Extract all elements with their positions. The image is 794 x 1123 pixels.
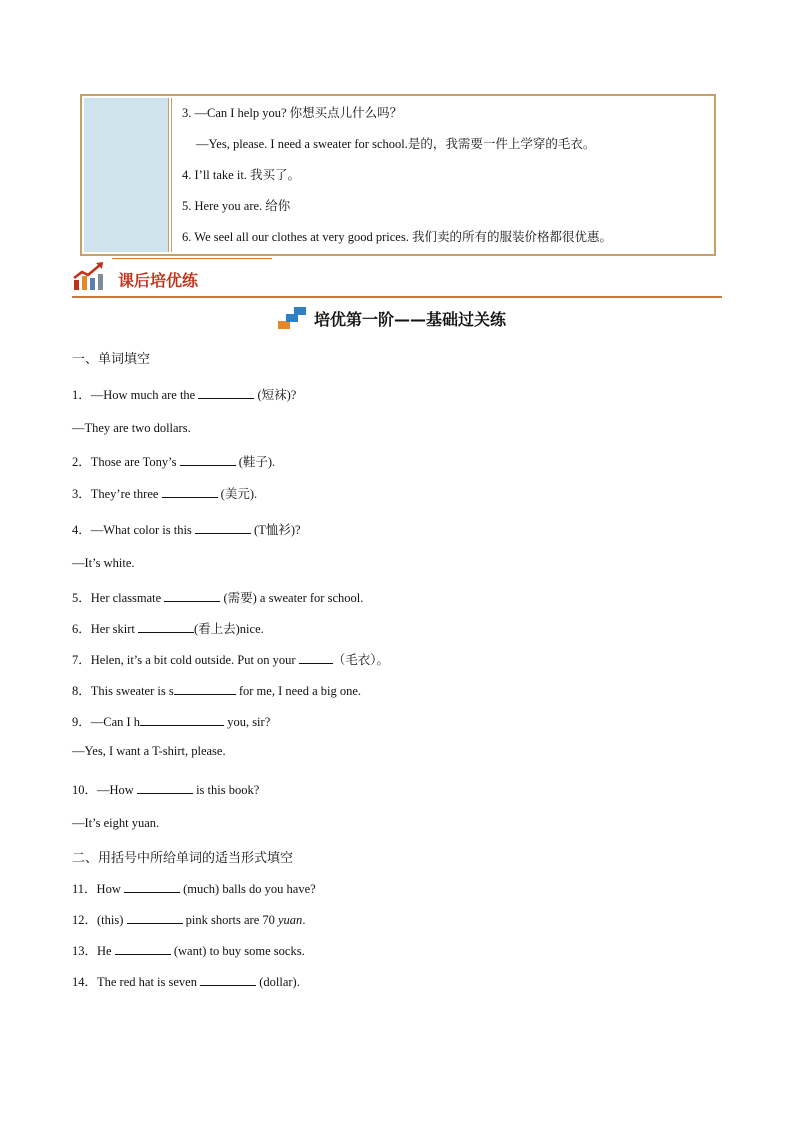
subtitle-text: 培优第一阶——基础过关练	[314, 309, 507, 329]
answer-blank[interactable]	[138, 620, 194, 633]
answer-10: —It’s eight yuan.	[72, 816, 160, 830]
answer-blank[interactable]	[115, 942, 171, 955]
answer-blank[interactable]	[174, 682, 236, 695]
answer-blank[interactable]	[299, 651, 333, 664]
subtitle	[276, 303, 506, 333]
question-2: 2．Those are Tony’s (鞋子).	[72, 455, 276, 469]
answer-4: —It’s white.	[72, 556, 135, 570]
question-8: 8．This sweater is s for me, I need a big one.	[72, 684, 362, 698]
answer-blank[interactable]	[195, 521, 251, 534]
question-9: 9．—Can I h you, sir?	[72, 715, 271, 729]
question-6: 6．Her skirt (看上去)nice.	[72, 622, 264, 636]
section-header	[72, 258, 722, 298]
header-top-rule	[112, 258, 272, 259]
table-row: 3. —Can I help you? 你想买点儿什么吗？	[182, 106, 403, 120]
question-7: 7．Helen, it’s a bit cold outside. Put on your （毛衣）。	[72, 653, 389, 667]
question-12: 12．(this) pink shorts are 70 yuan.	[72, 913, 306, 927]
table-row: 4. I’ll take it. 我买了。	[182, 168, 301, 182]
question-5: 5．Her classmate (需要) a sweater for school.	[72, 591, 364, 605]
question-3: 3．They’re three (美元).	[72, 487, 258, 501]
section-title: 课后培优练	[118, 271, 199, 290]
answer-blank[interactable]	[164, 589, 220, 602]
answer-blank[interactable]	[140, 713, 224, 726]
table-row: 5. Here you are. 给你	[182, 199, 291, 213]
vocab-table	[80, 94, 716, 256]
table-row: 6. We seel all our clothes at very good prices. 我们卖的所有的服装价格都很优惠。	[182, 230, 612, 244]
answer-1: —They are two dollars.	[72, 421, 191, 435]
question-11: 11．How (much) balls do you have?	[72, 882, 316, 896]
answer-blank[interactable]	[162, 485, 218, 498]
answer-9: —Yes, I want a T-shirt, please.	[72, 744, 226, 758]
table-right-cell	[171, 98, 712, 252]
answer-blank[interactable]	[127, 911, 183, 924]
growth-chart-icon	[72, 260, 106, 292]
table-left-cell	[84, 98, 169, 252]
stairs-icon	[276, 305, 310, 331]
answer-blank[interactable]	[137, 781, 193, 794]
question-14: 14．The red hat is seven (dollar).	[72, 975, 300, 989]
answer-blank[interactable]	[180, 453, 236, 466]
part1-heading: 一、单词填空	[72, 352, 151, 367]
table-row: —Yes, please. I need a sweater for school.是的，我需要一件上学穿的毛衣。	[196, 137, 596, 151]
question-4: 4．—What color is this (T恤衫)?	[72, 523, 301, 537]
question-1: 1．—How much are the (短袜)?	[72, 388, 297, 402]
answer-blank[interactable]	[198, 386, 254, 399]
answer-blank[interactable]	[124, 880, 180, 893]
answer-blank[interactable]	[200, 973, 256, 986]
part2-heading: 二、用括号中所给单词的适当形式填空	[72, 851, 294, 866]
question-13: 13．He (want) to buy some socks.	[72, 944, 305, 958]
header-bottom-rule	[72, 296, 722, 298]
question-10: 10．—How is this book?	[72, 783, 260, 797]
